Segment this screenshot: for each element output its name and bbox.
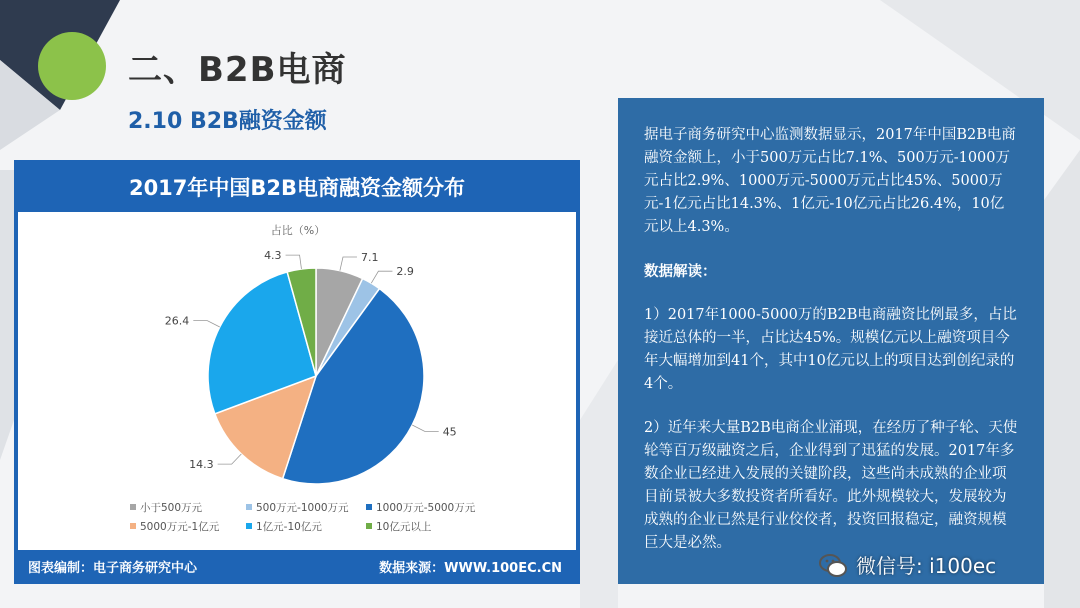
pie-leader-line (340, 257, 357, 271)
watermark-text: 微信号: i100ec (856, 554, 997, 578)
legend-label: 10亿元以上 (376, 521, 432, 533)
pie-data-label: 4.3 (264, 249, 282, 263)
legend-swatch (130, 523, 136, 529)
chart-footer-source: 数据来源：WWW.100EC.CN (379, 561, 562, 576)
chart-card (14, 160, 580, 584)
legend-label: 小于500万元 (140, 502, 203, 514)
legend-swatch (246, 523, 252, 529)
pie-leader-line (218, 454, 242, 464)
pie-data-label: 2.9 (396, 265, 414, 279)
chart-unit-label: 占比（%） (270, 224, 326, 237)
legend-swatch (366, 504, 372, 510)
legend-label: 1000万元-5000万元 (376, 502, 476, 514)
chart-footer-credit: 图表编制：电子商务研究中心 (28, 561, 198, 576)
chart-title: 2017年中国B2B电商融资金额分布 (18, 164, 576, 212)
analysis-point-2: 2）近年来大量B2B电商企业涌现，在经历了种子轮、天使轮等百万级融资之后，企业得到了迅猛的发展。2017年多数企业已经进入发展的关键阶段，这些尚未成熟的企业项目前景被大多数投资者所看好。此外规模较大，发展较为成熟的企业已然是行业佼佼者，投资回报稳定，融资规模巨大是必然。 (644, 420, 1018, 551)
chart-footer (18, 550, 576, 580)
analysis-heading: 数据解读： (644, 263, 717, 280)
pie-data-label: 26.4 (164, 314, 190, 328)
pie-data-label: 45 (442, 425, 457, 439)
pie-leader-line (193, 321, 219, 327)
pie-chart (18, 164, 576, 580)
analysis-point-1: 1）2017年1000-5000万的B2B电商融资比例最多，占比接近总体的一半，占比达45%。规模亿元以上融资项目今年大幅增加到41个，其中10亿元以上的项目达到创纪录的4个。 (644, 307, 1017, 392)
legend-label: 5000万元-1亿元 (140, 521, 220, 533)
pie-leader-line (286, 255, 302, 269)
pie-data-label: 7.1 (360, 251, 379, 265)
pie-data-label: 14.3 (189, 458, 214, 472)
legend-label: 500万元-1000万元 (256, 502, 349, 514)
wechat-watermark (818, 548, 1040, 584)
legend-swatch (366, 523, 372, 529)
title-circle-decoration (38, 32, 106, 100)
slide-subtitle: 2.10 B2B融资金额 (128, 109, 327, 134)
legend-swatch (246, 504, 252, 510)
legend-swatch (130, 504, 136, 510)
wechat-icon (818, 552, 848, 580)
analysis-intro: 据电子商务研究中心监测数据显示，2017年中国B2B电商融资金额上，小于500万元占比7.1%、500万元-1000万元占比2.9%、1000万元-5000万元占比45%、5000万元-1亿元占比14.3%、1亿元-10亿元占比26.4%，10亿元以上4.3%。 (644, 127, 1016, 235)
pie-leader-line (412, 425, 438, 431)
legend-label: 1亿元-10亿元 (256, 521, 322, 533)
pie-leader-line (371, 271, 392, 283)
slide-title: 二、B2B电商 (128, 50, 347, 90)
analysis-panel (618, 98, 1044, 584)
